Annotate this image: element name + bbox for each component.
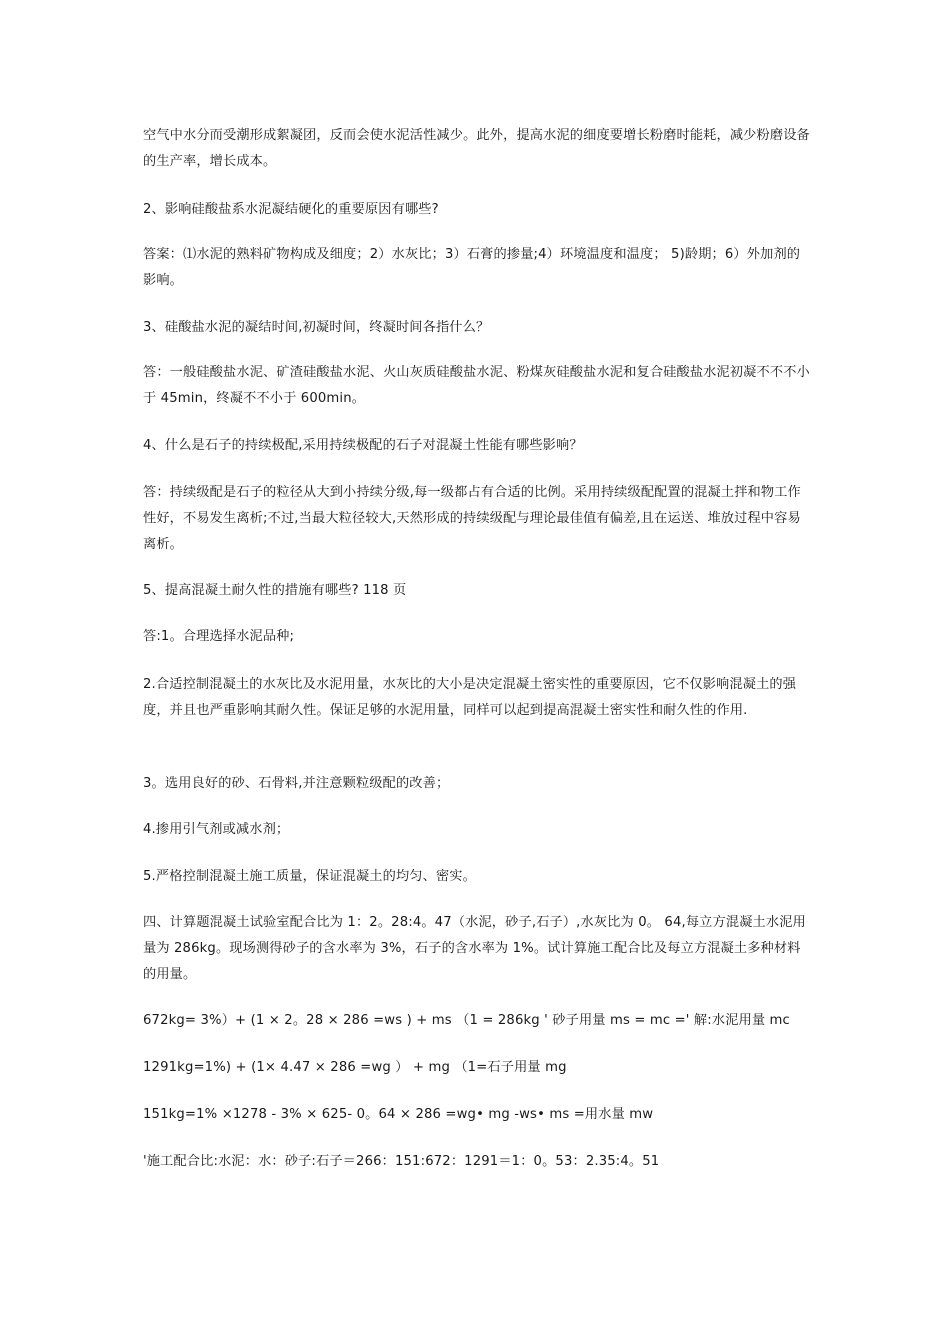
answer-5-item-3: 3。选用良好的砂、石骨料,并注意颗粒级配的改善； bbox=[143, 776, 450, 791]
question-2: 2、影响硅酸盐系水泥凝结硬化的重要原因有哪些? bbox=[143, 202, 439, 217]
paragraph-fineness-continued: 空气中水分而受潮形成絮凝团，反而会使水泥活性减少。此外，提高水泥的细度要增长粉磨时能耗，减少粉磨设备的生产率，增长成本。 bbox=[143, 128, 810, 169]
section-4-calculation-problem: 四、计算题混凝土试验室配合比为 1：2。28:4。47（水泥，砂子,石子）,水灰比为 0。 64,每立方混凝土水泥用量为 286kg。现场测得砂子的含水率为 3%，石子的含水率为 1%。试计算施工配合比及每立方混凝土多种材料的用量。 bbox=[143, 915, 806, 982]
answer-5-item-2: 2.合适控制混凝土的水灰比及水泥用量，水灰比的大小是决定混凝土密实性的重要原因，它不仅影响混凝土的强度，并且也严重影响其耐久性。保证足够的水泥用量，同样可以起到提高混凝土密实性和耐久性的作用. bbox=[143, 677, 797, 718]
calculation-line-2: 1291kg=1%) + (1× 4.47 × 286 =wg ） + mg （1=石子用量 mg bbox=[143, 1060, 567, 1075]
answer-5-item-5: 5.严格控制混凝土施工质量，保证混凝土的均匀、密实。 bbox=[143, 869, 476, 884]
answer-4: 答：持续级配是石子的粒径从大到小持续分级,每一级都占有合适的比例。采用持续级配配置的混凝土拌和物工作性好，不易发生离析;不过,当最大粒径较大,天然形成的持续级配与理论最佳值有偏差,且在运送、堆放过程中容易离析。 bbox=[143, 485, 801, 552]
question-4: 4、什么是石子的持续极配,采用持续极配的石子对混凝土性能有哪些影响？ bbox=[143, 438, 583, 453]
answer-2: 答案：⑴水泥的熟料矿物构成及细度；2）水灰比；3）石膏的掺量;4）环境温度和温度； 5)龄期；6）外加剂的影响。 bbox=[143, 247, 801, 288]
question-5: 5、提高混凝土耐久性的措施有哪些? 118 页 bbox=[143, 583, 407, 598]
answer-3: 答：一般硅酸盐水泥、矿渣硅酸盐水泥、火山灰质硅酸盐水泥、粉煤灰硅酸盐水泥和复合硅酸盐水泥初凝不不不小于 45min，终凝不不小于 600min。 bbox=[143, 365, 810, 406]
calculation-line-3: 151kg=1% ×1278 - 3% × 625- 0。64 × 286 =wg• mg -ws• ms =用水量 mw bbox=[143, 1107, 654, 1122]
calculation-result: '施工配合比:水泥：水：砂子:石子＝266：151:672：1291＝1：0。53：2.35:4。51 bbox=[143, 1154, 660, 1169]
answer-5-item-4: 4.掺用引气剂或减水剂； bbox=[143, 822, 290, 837]
calculation-line-1: 672kg= 3%）+ (1 × 2。28 × 286 =ws ) + ms （1 = 286kg ' 砂子用量 ms = mc =' 解:水泥用量 mc bbox=[143, 1013, 790, 1028]
question-3: 3、硅酸盐水泥的凝结时间,初凝时间，终凝时间各指什么？ bbox=[143, 320, 490, 335]
answer-5-item-1: 答:1。合理选择水泥品种; bbox=[143, 629, 295, 644]
